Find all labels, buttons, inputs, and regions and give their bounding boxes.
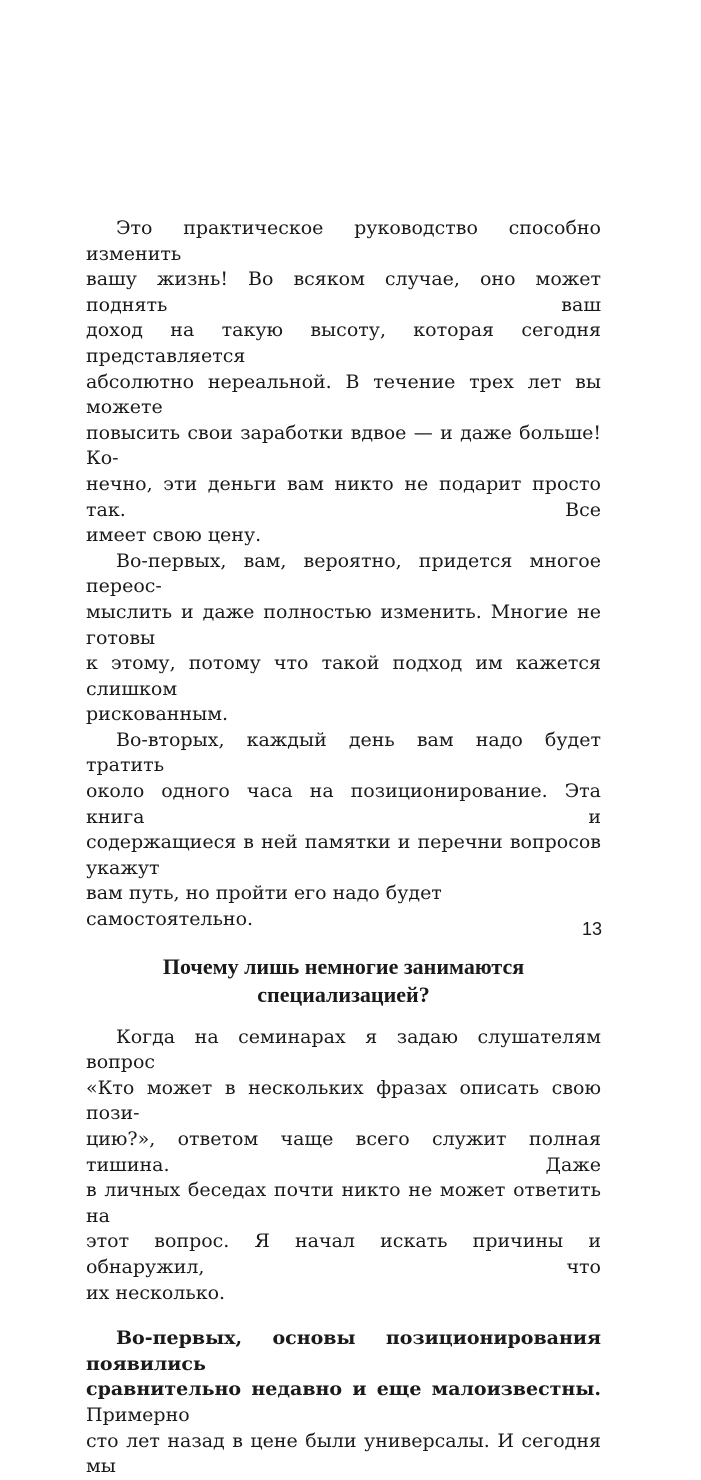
paragraph-5-bold-line: Во-первых, основы позиционирования появились bbox=[86, 1327, 601, 1375]
paragraph-2 bbox=[86, 549, 601, 728]
paragraph-1-line: вашу жизнь! Во всяком случае, оно может поднять ваш bbox=[86, 268, 601, 316]
paragraph-4-line: «Кто может в нескольких фразах описать свою пози- bbox=[86, 1076, 601, 1125]
paragraph-1 bbox=[86, 216, 601, 549]
paragraph-4-line: цию?», ответом чаще всего служит полная тишина. Даже bbox=[86, 1128, 601, 1176]
paragraph-4-line: Когда на семинарах я задаю слушателям вопрос bbox=[86, 1025, 601, 1074]
paragraph-2-line: мыслить и даже полностью изменить. Многие не готовы bbox=[86, 600, 601, 649]
paragraph-5-line-2 bbox=[86, 1377, 601, 1428]
paragraph-3-line: Во-вторых, каждый день вам надо будет тратить bbox=[86, 728, 601, 777]
paragraph-4-line: этот вопрос. Я начал искать причины и обнаружил, что bbox=[86, 1230, 601, 1278]
page-number: 13 bbox=[581, 919, 602, 939]
paragraph-3-line: содержащиеся в ней памятки и перечни вопросов укажут bbox=[86, 831, 601, 879]
paragraph-5-line-2-rest: Примерно bbox=[86, 1403, 190, 1426]
paragraph-1-line: доход на такую высоту, которая сегодня представляется bbox=[86, 319, 601, 367]
paragraph-1-line: Это практическое руководство способно изменить bbox=[86, 217, 601, 265]
paragraph-3-line: около одного часа на позиционирование. Эта книга и bbox=[86, 780, 601, 828]
paragraph-4-line: в личных беседах почти никто не может ответить на bbox=[86, 1179, 601, 1227]
section-heading-line-2: специализацией? bbox=[257, 981, 430, 1007]
paragraph-3-line: вам путь, но пройти его надо будет самостоятельно. bbox=[86, 882, 442, 931]
section-heading-line-1: Почему лишь немногие занимаются bbox=[162, 953, 525, 979]
paragraph-4-line: их несколько. bbox=[86, 1281, 226, 1304]
paragraph-2-line: к этому, потому что такой подход им кажется слишком bbox=[86, 652, 601, 700]
paragraph-1-line: имеет свою цену. bbox=[86, 524, 262, 547]
paragraph-1-line: нечно, эти деньги вам никто не подарит просто так. Все bbox=[86, 472, 601, 521]
paragraph-5 bbox=[86, 1326, 601, 1480]
paragraph-5-bold-phrase: сравнительно недавно и еще малоизвестны. bbox=[86, 1378, 601, 1401]
section-heading bbox=[86, 953, 601, 1009]
paragraph-1-line: повысить свои заработки вдвое — и даже больше! Ко- bbox=[86, 421, 601, 470]
paragraph-1-line: абсолютно нереальной. В течение трех лет вы можете bbox=[86, 370, 601, 419]
paragraph-4 bbox=[86, 1025, 601, 1307]
paragraph-3 bbox=[86, 728, 601, 933]
page-body bbox=[86, 216, 601, 1480]
paragraph-5-line-3: сто лет назад в цене были универсалы. И сегодня мы bbox=[86, 1429, 601, 1478]
paragraph-2-line: Во-первых, вам, вероятно, придется многое переос- bbox=[86, 549, 601, 598]
paragraph-2-line: рискованным. bbox=[86, 703, 229, 726]
